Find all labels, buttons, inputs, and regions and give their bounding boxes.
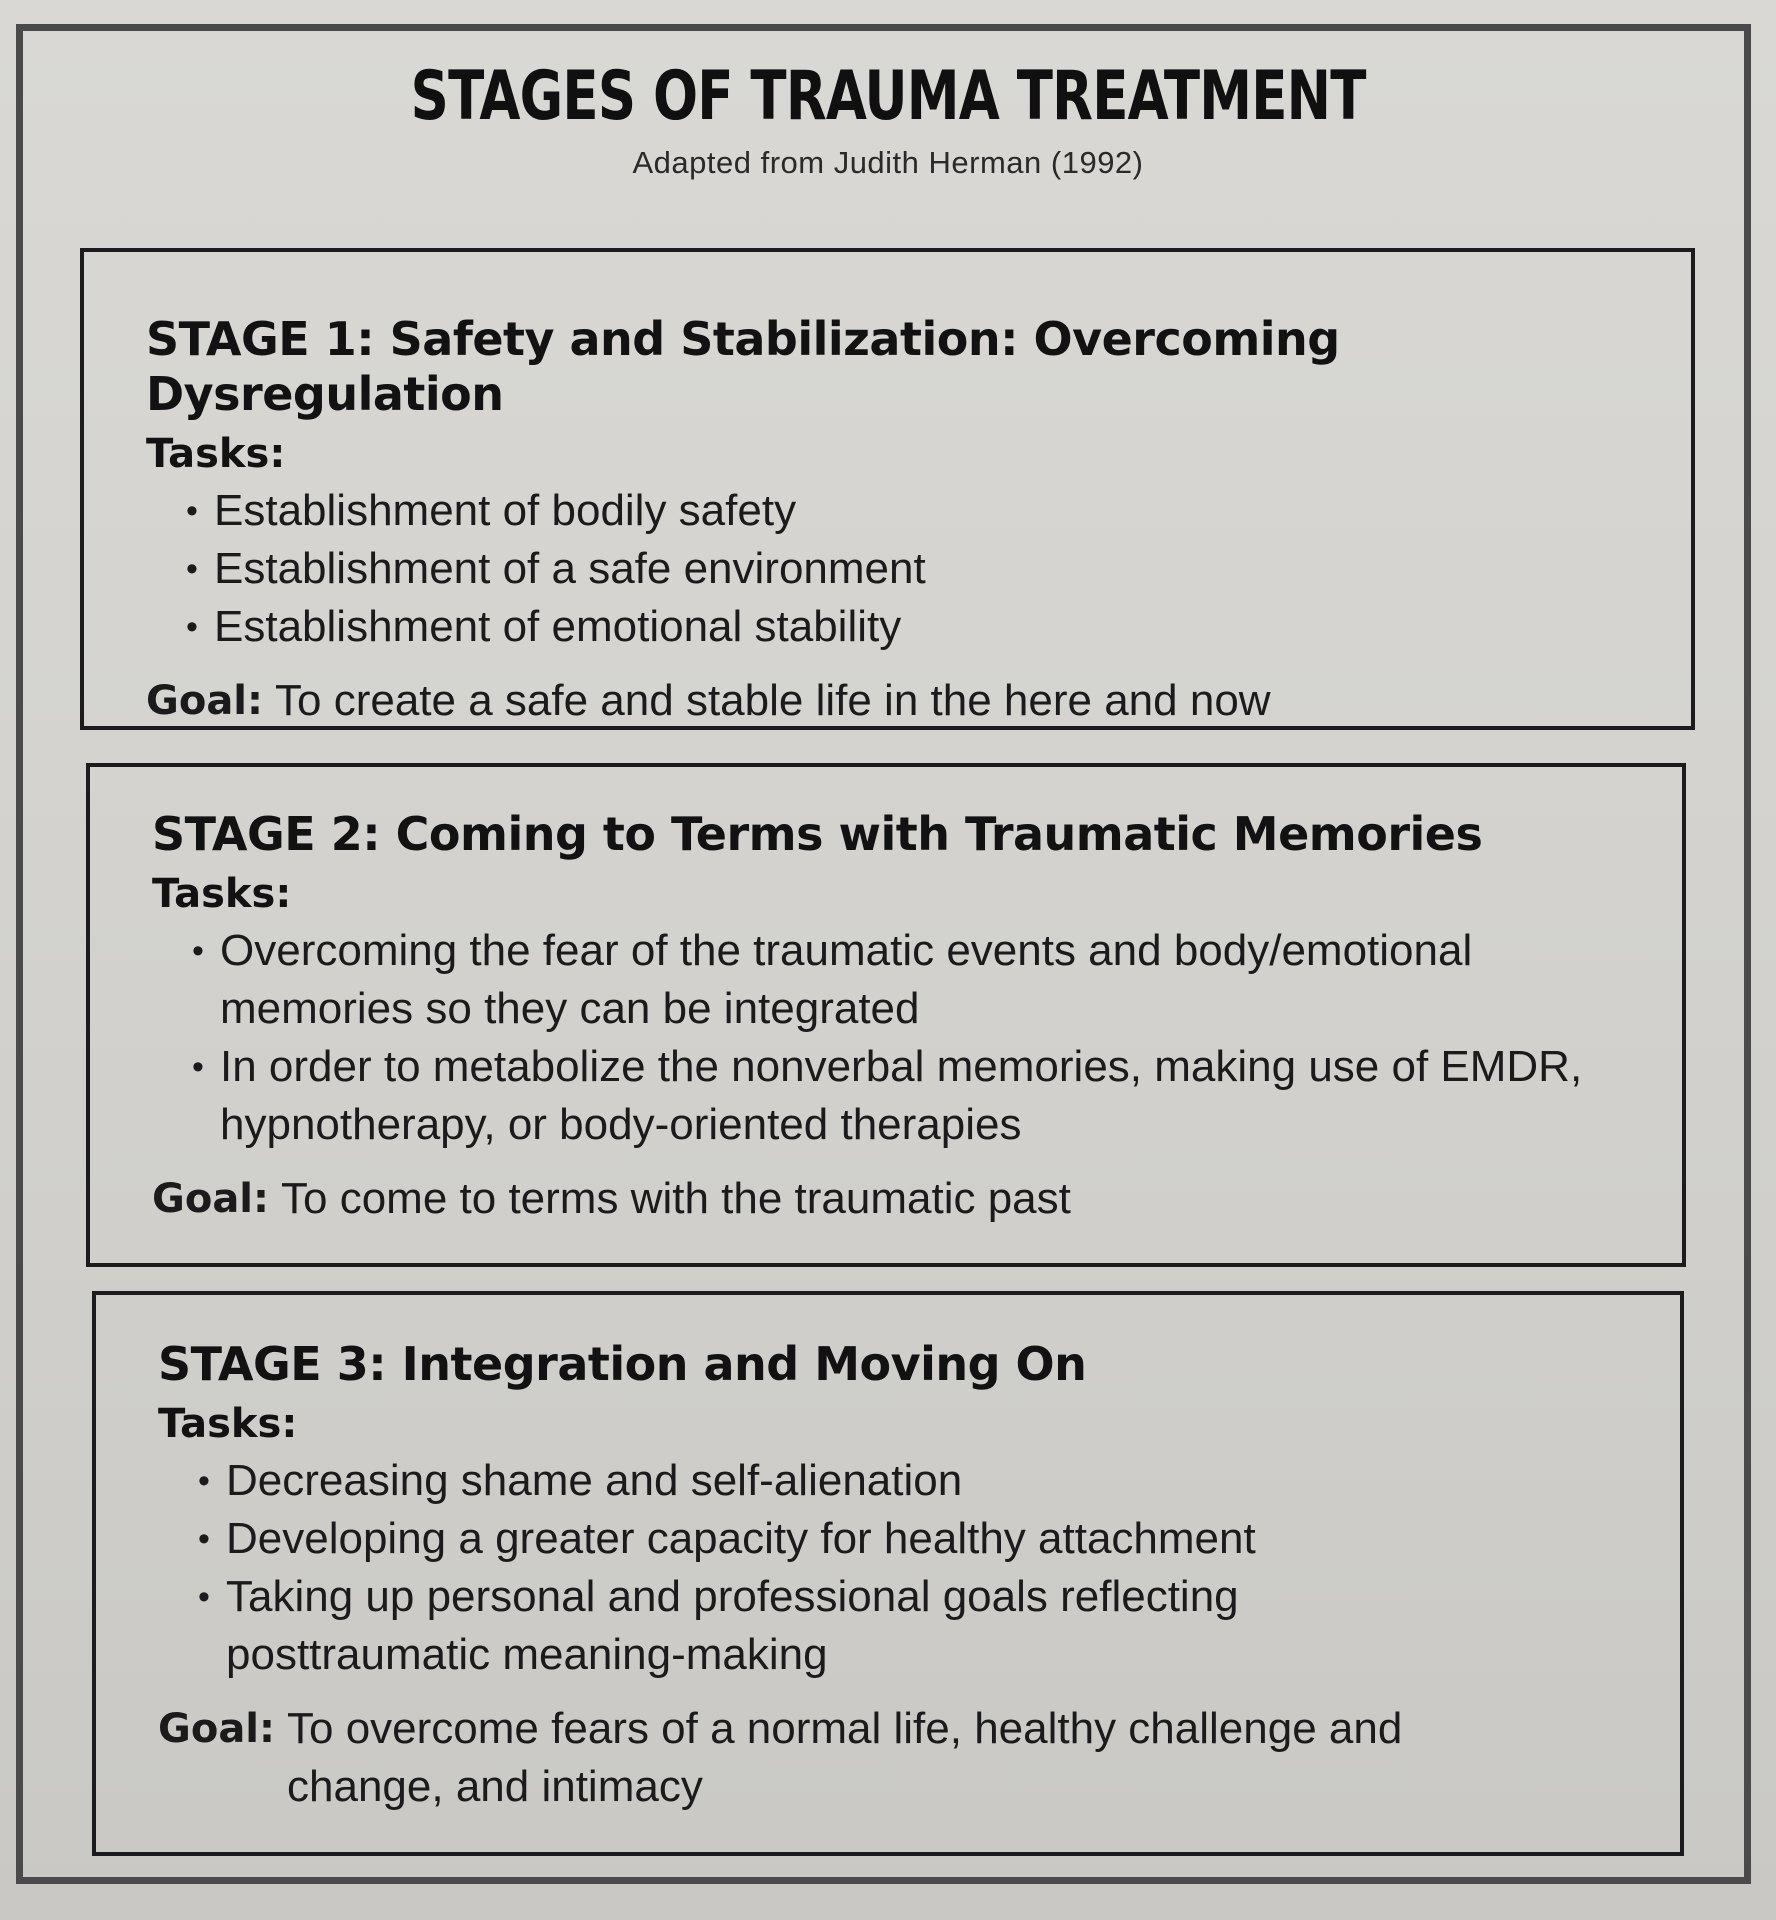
tasks-label: Tasks: (158, 1401, 298, 1448)
goal-label: Goal: (152, 1176, 270, 1223)
goal-text: To come to terms with the traumatic past (281, 1174, 1071, 1224)
bullet-icon: • (192, 1048, 204, 1087)
goal-text: To create a safe and stable life in the here and now (275, 676, 1271, 726)
goal-label: Goal: (158, 1706, 276, 1753)
stage-heading: STAGE 2: Coming to Terms with Traumatic Memories (152, 807, 1483, 861)
task-text: Taking up personal and professional goals reflecting posttraumatic meaning-making (226, 1572, 1239, 1680)
stage-heading: STAGE 3: Integration and Moving On (158, 1337, 1087, 1391)
bullet-icon: • (192, 932, 204, 971)
task-text: Establishment of a safe environment (214, 544, 926, 594)
goal-line (152, 1170, 1642, 1228)
page-subtitle: Adapted from Judith Herman (1992) (632, 144, 1144, 180)
task-text: Establishment of bodily safety (214, 486, 797, 536)
tasks-label: Tasks: (146, 431, 286, 478)
goal-text: To overcome fears of a normal life, healthy challenge and change, and intimacy (287, 1704, 1403, 1812)
goal-line (146, 672, 1651, 730)
task-list (146, 482, 1651, 656)
goal-label: Goal: (146, 678, 264, 725)
task-item (186, 540, 1651, 598)
bullet-icon: • (186, 608, 198, 647)
bullet-icon: • (198, 1578, 210, 1617)
task-item (192, 922, 1640, 1038)
bullet-icon: • (186, 492, 198, 531)
task-text: Establishment of emotional stability (214, 602, 902, 652)
task-text: Decreasing shame and self-alienation (226, 1456, 963, 1506)
task-item (198, 1568, 1346, 1684)
task-item (192, 1038, 1640, 1154)
bullet-icon: • (198, 1520, 210, 1559)
stage-1-box (80, 248, 1695, 730)
task-item (186, 598, 1651, 656)
task-list (152, 922, 1642, 1154)
task-text: In order to metabolize the nonverbal memories, making use of EMDR, hypnotherapy, or body-oriented therapies (220, 1042, 1583, 1150)
stage-2-box (86, 763, 1686, 1267)
bullet-icon: • (198, 1462, 210, 1501)
task-text: Developing a greater capacity for healthy attachment (226, 1514, 1256, 1564)
task-item (198, 1510, 1346, 1568)
task-list (158, 1452, 1640, 1684)
task-text: Overcoming the fear of the traumatic events and body/emotional memories so they can be integrated (220, 926, 1473, 1034)
bullet-icon: • (186, 550, 198, 589)
task-item (186, 482, 1651, 540)
page-title: STAGES OF TRAUMA TREATMENT (410, 57, 1366, 136)
stage-heading: STAGE 1: Safety and Stabilization: Overcoming Dysregulation (146, 312, 1340, 422)
tasks-label: Tasks: (152, 871, 292, 918)
task-item (198, 1452, 1346, 1510)
stage-3-box (92, 1291, 1684, 1856)
goal-line (158, 1700, 1640, 1816)
title-block (0, 57, 1776, 181)
